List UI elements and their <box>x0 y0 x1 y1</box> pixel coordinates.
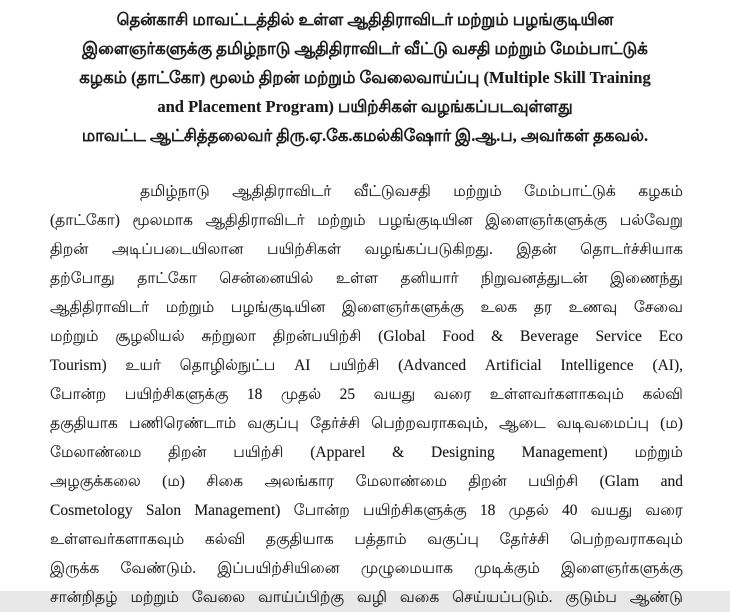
body-line: Cosmetology Salon Management) போன்ற பயிற்சிகளுக்கு 18 முதல் 40 வயது வரை <box>50 502 683 519</box>
body-line: போன்ற பயிற்சிகளுக்கு 18 முதல் 25 வயது வரை உள்ளவர்களாகவும் கல்வி <box>50 386 683 403</box>
title-line: இளைஞர்களுக்கு தமிழ்நாடு ஆதிதிராவிடர் வீட்டு வசதி மற்றும் மேம்பாட்டுக் <box>82 39 648 58</box>
title-block <box>40 5 690 150</box>
body-line: தற்போது தாட்கோ சென்னையில் உள்ள தனியார் நிறுவனத்துடன் இணைந்து <box>50 270 683 287</box>
body-line: மற்றும் சூழலியல் சுற்றுலா திறன்பயிற்சி (Global Food & Beverage Service Eco <box>50 328 683 345</box>
body-line: இருக்க வேண்டும். இப்பயிற்சியினை முழுமையாக முடிக்கும் இளைஞர்களுக்கு <box>50 560 683 577</box>
body-line: Tourism) உயர் தொழில்நுட்ப AI பயிற்சி (Advanced Artificial Intelligence (AI), <box>50 357 683 374</box>
body-paragraph <box>50 177 683 612</box>
title-line: மாவட்ட ஆட்சித்தலைவர் திரு.ஏ.கே.கமல்கிஷோர் இ.ஆ.ப, அவர்கள் தகவல். <box>81 126 649 145</box>
body-line: மேலாண்மை திறன் பயிற்சி (Apparel & Designing Management) மற்றும் <box>50 444 683 461</box>
body-line: தமிழ்நாடு ஆதிதிராவிடர் வீட்டுவசதி மற்றும் மேம்பாட்டுக் கழகம் <box>140 183 683 200</box>
title-line: தென்காசி மாவட்டத்தில் உள்ள ஆதிதிராவிடர் மற்றும் பழங்குடியின <box>116 10 614 29</box>
body-line: அழகுக்கலை (ம) சிகை அலங்கார மேலாண்மை திறன் பயிற்சி (Glam and <box>50 473 683 490</box>
body-line: திறன் அடிப்படையிலான பயிற்சிகள் வழங்கப்படுகிறது. இதன் தொடர்ச்சியாக <box>50 241 683 258</box>
body-line: ஆதிதிராவிடர் மற்றும் பழங்குடியின இளைஞர்களுக்கு உலக தர உணவு சேவை <box>50 299 683 316</box>
body-line: சான்றிதழ் மற்றும் வேலை வாய்ப்பிற்கு வழி வகை செய்யப்படும். குடும்ப ஆண்டு <box>50 589 683 606</box>
title-line: and Placement Program) பயிற்சிகள் வழங்கப்படவுள்ளது <box>157 97 573 116</box>
body-line: தகுதியாக பணிரெண்டாம் வகுப்பு தேர்ச்சி பெற்றவராகவும், ஆடை வடிவமைப்பு (ம) <box>50 415 683 432</box>
body-line: உள்ளவர்களாகவும் கல்வி தகுதியாக பத்தாம் வகுப்பு தேர்ச்சி பெற்றவராகவும் <box>50 531 683 548</box>
body-line: (தாட்கோ) மூலமாக ஆதிதிராவிடர் மற்றும் பழங்குடியின இளைஞர்களுக்கு பல்வேறு <box>50 212 683 229</box>
title-line: கழகம் (தாட்கோ) மூலம் திறன் மற்றும் வேலைவாய்ப்பு (Multiple Skill Training <box>79 68 651 87</box>
